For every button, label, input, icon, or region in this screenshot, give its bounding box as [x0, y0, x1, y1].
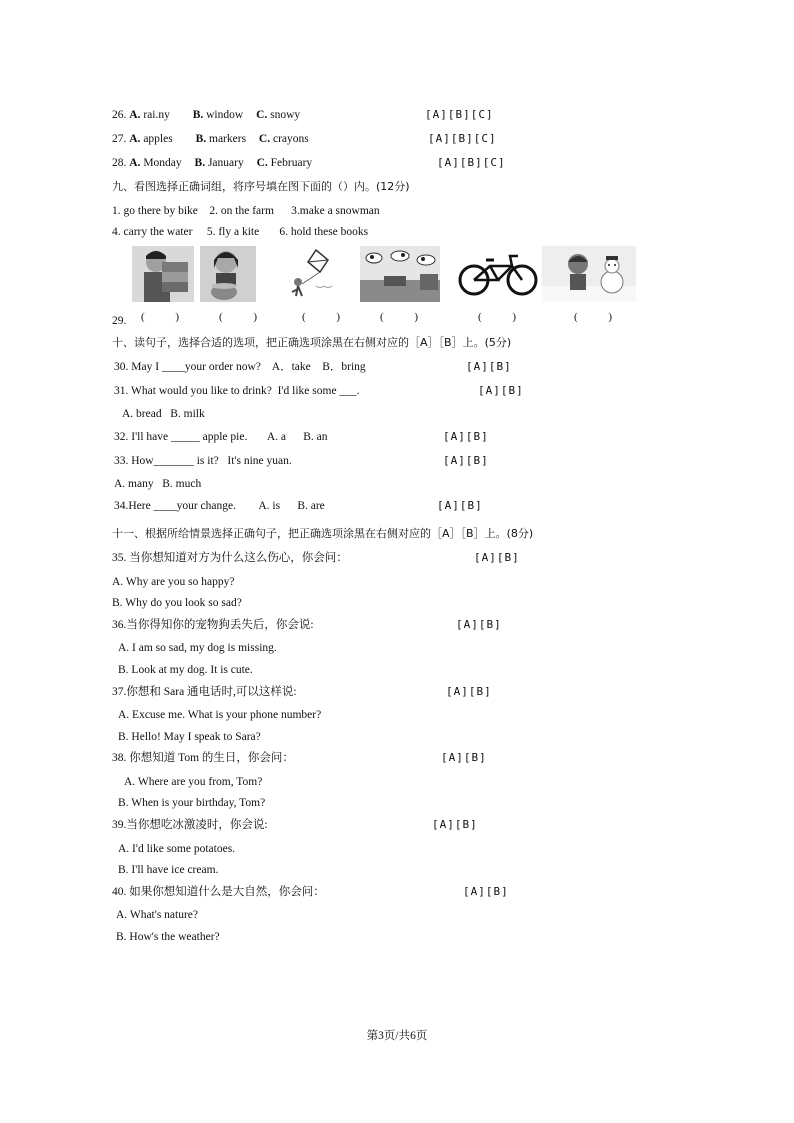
- question-30: 30. May I ____your order now? A．take B．bring: [114, 361, 366, 373]
- question-40-option-b: B. How's the weather?: [116, 931, 220, 943]
- answer-blank-3[interactable]: ( ): [302, 311, 355, 323]
- answer-bubbles-30[interactable]: [A][B]: [466, 360, 512, 373]
- question-35-option-b: B. Why do you look so sad?: [112, 597, 242, 609]
- kid-flying-kite-image: [286, 246, 338, 302]
- answer-blank-4[interactable]: ( ): [380, 311, 433, 323]
- question-38-option-b: B. When is your birthday, Tom?: [118, 797, 266, 809]
- question-38: 38. 你想知道 Tom 的生日，你会问：: [112, 752, 294, 764]
- answer-bubbles-32[interactable]: [A][B]: [443, 430, 489, 443]
- answer-bubbles-38[interactable]: [A][B]: [441, 751, 487, 764]
- answer-bubbles-35[interactable]: [A][B]: [474, 551, 520, 564]
- answer-blank-2[interactable]: ( ): [219, 311, 272, 323]
- question-27: 27. A. apples B. markers C. crayons: [112, 133, 309, 145]
- phrase-row-1: 1. go there by bike 2. on the farm 3.make a snowman: [112, 205, 380, 217]
- question-37: 37.你想和 Sara 通电话时,可以这样说:: [112, 686, 297, 698]
- answer-blank-1[interactable]: ( ): [141, 311, 194, 323]
- question-40-option-a: A. What's nature?: [116, 909, 199, 921]
- kid-making-snowman-image: [542, 246, 636, 302]
- question-29-number: 29.: [112, 315, 127, 327]
- question-28: 28. A. Monday B. January C. February: [112, 157, 313, 169]
- answer-bubbles-34[interactable]: [A][B]: [437, 499, 483, 512]
- section-9-heading: 九、看图选择正确词组，将序号填在图下面的（）内。(12分): [112, 180, 410, 193]
- answer-bubbles-39[interactable]: [A][B]: [432, 818, 478, 831]
- girl-carrying-water-image: [200, 246, 256, 302]
- question-40: 40. 如果你想知道什么是大自然，你会问：: [112, 886, 325, 898]
- question-39-option-a: A. I'd like some potatoes.: [118, 843, 236, 855]
- section-11-heading: 十一、根据所给情景选择正确句子，把正确选项涂黑在右侧对应的［A］［B］上。(8分): [112, 527, 534, 540]
- answer-bubbles-27[interactable]: [A][B][C]: [428, 132, 497, 145]
- question-31: 31. What would you like to drink? I'd like some ___.: [114, 385, 360, 397]
- question-39: 39.当你想吃冰激凌时，你会说:: [112, 819, 268, 831]
- question-34: 34.Here ____your change. A. is B. are: [114, 500, 325, 512]
- question-26: 26. A. rai.ny B. window C. snowy: [112, 109, 301, 121]
- answer-bubbles-36[interactable]: [A][B]: [456, 618, 502, 631]
- farm-cows-image: [360, 246, 440, 302]
- question-38-option-a: A. Where are you from, Tom?: [124, 776, 263, 788]
- question-36-option-a: A. I am so sad, my dog is missing.: [118, 642, 277, 654]
- answer-blank-6[interactable]: ( ): [574, 311, 627, 323]
- question-32: 32. I'll have _____ apple pie. A. a B. an: [114, 431, 328, 443]
- question-36-option-b: B. Look at my dog. It is cute.: [118, 664, 253, 676]
- question-35-option-a: A. Why are you so happy?: [112, 576, 235, 588]
- question-37-option-b: B. Hello! May I speak to Sara?: [118, 731, 261, 743]
- section-10-heading: 十、读句子，选择合适的选项，把正确选项涂黑在右侧对应的［A］［B］上。(5分): [112, 336, 512, 349]
- picture-row: [128, 246, 640, 304]
- answer-blank-5[interactable]: ( ): [478, 311, 531, 323]
- answer-bubbles-31[interactable]: [A][B]: [478, 384, 524, 397]
- answer-bubbles-28[interactable]: [A][B][C]: [437, 156, 506, 169]
- bicycle-image: [456, 246, 540, 302]
- answer-bubbles-37[interactable]: [A][B]: [446, 685, 492, 698]
- question-36: 36.当你得知你的宠物狗丢失后，你会说:: [112, 619, 314, 631]
- question-33-options: A. many B. much: [114, 478, 202, 490]
- page-number-footer: 第3页/共6页: [366, 1030, 428, 1042]
- answer-bubbles-33[interactable]: [A][B]: [443, 454, 489, 467]
- answer-bubbles-26[interactable]: [A][B][C]: [425, 108, 494, 121]
- question-35: 35. 当你想知道对方为什么这么伤心，你会问：: [112, 552, 348, 564]
- phrase-row-2: 4. carry the water 5. fly a kite 6. hold these books: [112, 226, 369, 238]
- question-31-options: A. bread B. milk: [122, 408, 205, 420]
- boy-holding-books-image: [132, 246, 194, 302]
- question-39-option-b: B. I'll have ice cream.: [118, 864, 219, 876]
- question-37-option-a: A. Excuse me. What is your phone number?: [118, 709, 322, 721]
- question-33: 33. How_______ is it? It's nine yuan.: [114, 455, 292, 467]
- answer-bubbles-40[interactable]: [A][B]: [463, 885, 509, 898]
